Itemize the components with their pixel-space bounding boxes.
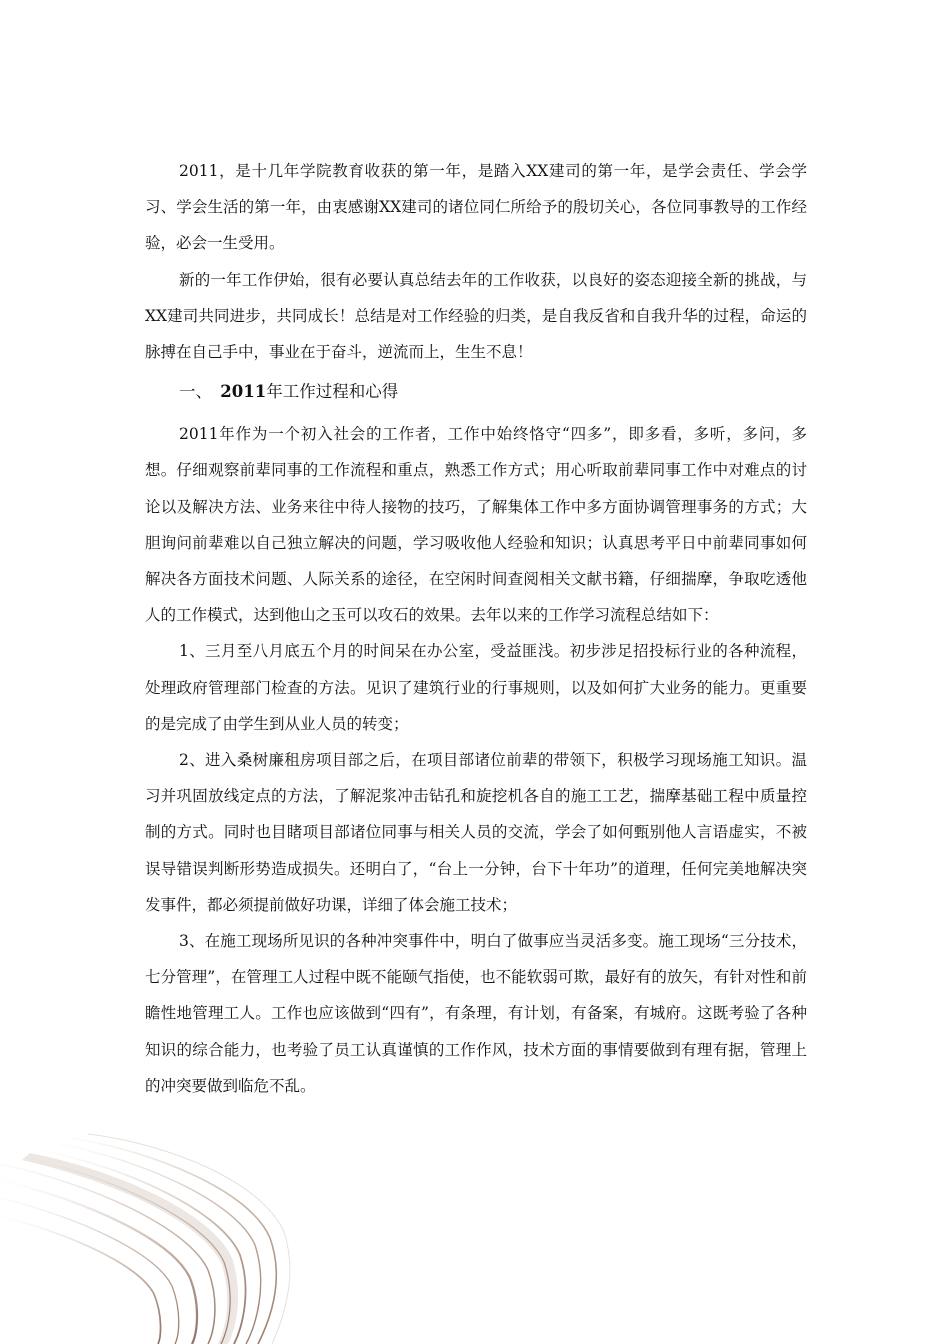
section-heading-title: 年工作过程和心得	[266, 382, 399, 402]
section-heading-year: 2011	[220, 382, 267, 402]
body-paragraph-1: 2011年作为一个初入社会的工作者，工作中始终恪守“四多”，即多看，多听，多问，多想。仔细观察前辈同事的工作流程和重点，熟悉工作方式；用心听取前辈同事工作中对难点的讨论以及解决方法、业务来往中待人接物的技巧，了解集体工作中多方面协调管理事务的方式；大胆询问前辈难以自己独立解决的问题，学习吸收他人经验和知识；认真思考平日中前辈同事如何解决各方面技术问题、人际关系的途径，在空闲时间查阅相关文献书籍，仔细揣摩，争取吃透他人的工作模式，达到他山之玉可以攻石的效果。去年以来的工作学习流程总结如下：	[145, 425, 807, 625]
body-paragraph-2: 1、三月至八月底五个月的时间呆在办公室，受益匪浅。初步涉足招投标行业的各种流程，处理政府管理部门检查的方法。见识了建筑行业的行事规则，以及如何扩大业务的能力。更重要的是完成了由学生到从业人员的转变；	[145, 642, 807, 733]
document-body	[145, 153, 807, 1104]
section-heading	[145, 372, 807, 412]
body-paragraph-4: 3、在施工现场所见识的各种冲突事件中，明白了做事应当灵活多变。施工现场“三分技术，七分管理”，在管理工人过程中既不能颐气指使，也不能软弱可欺，最好有的放矢，有针对性和前瞻性地管理工人。工作也应该做到“四有”，有条理，有计划，有备案，有城府。这既考验了各种知识的综合能力，也考验了员工认真谨慎的工作作风，技术方面的事情要做到有理有据，管理上的冲突要做到临危不乱。	[145, 932, 807, 1095]
intro-paragraph-2: 新的一年工作伊始，很有必要认真总结去年的工作收获，以良好的姿态迎接全新的挑战，与XX建司共同进步，共同成长！总结是对工作经验的归类，是自我反省和自我升华的过程，命运的脉搏在自己手中，事业在于奋斗，逆流而上，生生不息！	[145, 270, 807, 362]
section-heading-prefix: 一、	[179, 382, 212, 402]
decorative-swoosh-graphic	[0, 1120, 320, 1344]
body-paragraph-3: 2、进入桑树廉租房项目部之后，在项目部诸位前辈的带领下，积极学习现场施工知识。温习并巩固放线定点的方法，了解泥浆冲击钻孔和旋挖机各自的施工工艺，揣摩基础工程中质量控制的方式。同时也目睹项目部诸位同事与相关人员的交流，学会了如何甄别他人言语虚实，不被误导错误判断形势造成损失。还明白了，“台上一分钟，台下十年功”的道理，任何完美地解决突发事件，都必须提前做好功课，详细了体会施工技术；	[145, 751, 807, 914]
intro-paragraph-1: 2011，是十几年学院教育收获的第一年，是踏入XX建司的第一年，是学会责任、学会学习、学会生活的第一年，由衷感谢XX建司的诸位同仁所给予的殷切关心，各位同事教导的工作经验，必会一生受用。	[145, 162, 807, 253]
